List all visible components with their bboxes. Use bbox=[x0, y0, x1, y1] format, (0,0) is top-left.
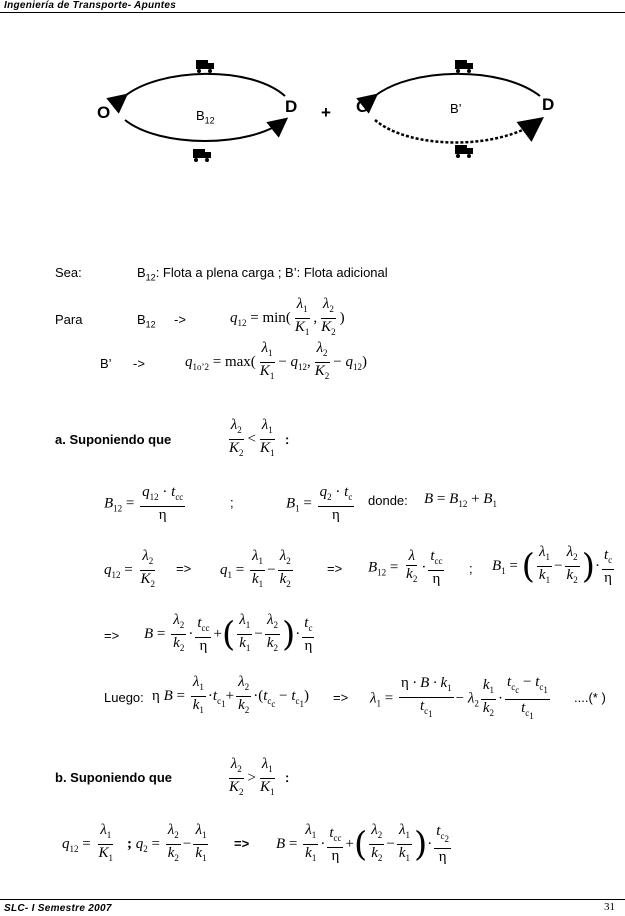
bprime-label: B’ bbox=[100, 356, 112, 371]
implies-5: => bbox=[234, 836, 250, 851]
origin-label-1: O bbox=[97, 103, 111, 122]
truck-icon bbox=[196, 60, 214, 73]
equation-ref: ....(* ) bbox=[574, 690, 606, 705]
origin-label-2: O bbox=[356, 97, 370, 116]
bprime-arrow: -> bbox=[133, 356, 145, 371]
footer-rule bbox=[0, 899, 625, 900]
equation-eta-b: η B = $\frac{\lambda_1}{k_1}$ $\cdot t_{c_1}+$ $\frac{\lambda_2}{k_2}$ $\cdot(t_{c_c} - t_{c_1})$ bbox=[152, 674, 310, 715]
condition-a: $\frac{\lambda_2}{K_2}$ < $\frac{\lambda_1}{K_1}$ bbox=[229, 417, 275, 458]
luego-label: Luego: bbox=[104, 690, 144, 705]
upper-arrow-b12 bbox=[125, 74, 285, 96]
equation-b-final: B = $\frac{\lambda_1}{k_1}$ · $\frac{t_{cc}}{\eta}$ +( $\frac{\lambda_2}{k_2}$ − $\frac{\lambda_1}{k_1}$ )· $\frac{t_{c_2}}{\eta}$ bbox=[276, 822, 449, 865]
semicolon-1: ; bbox=[230, 495, 234, 510]
section-b-colon: : bbox=[285, 770, 290, 785]
equation-b12: $B_{12}$ = $\frac{q_{12} \cdot t_{cc}}{\eta}$ bbox=[104, 484, 184, 523]
flow-diagram bbox=[0, 50, 625, 170]
para-b12: $B_{12}$ bbox=[137, 312, 156, 330]
footer-text: SLC- I Semestre 2007 bbox=[4, 903, 112, 914]
truck-icon bbox=[193, 149, 211, 162]
equation-b12-expanded: $B_{12}$ = $\frac{\lambda}{k_2}$ · $\frac{t_{cc}}{\eta}$ bbox=[368, 548, 443, 587]
equation-q1o2-max: $q_{1o’2} = \max$( $\frac{\lambda_1}{K_1}$ − $q_{12}$, $\frac{\lambda_2}{K_2}$ − $q_{12}$) bbox=[185, 340, 368, 381]
header-title: Ingeniería de Transporte- Apuntes bbox=[4, 0, 177, 11]
equation-q12: $q_{12}$ = $\frac{\lambda_2}{K_2}$ bbox=[104, 548, 155, 589]
equation-q1: $q_1$ = $\frac{\lambda_1}{k_1}$ − $\frac{\lambda_2}{k_2}$ bbox=[220, 548, 291, 589]
truck-icon bbox=[455, 60, 473, 73]
section-b-label: b. Suponiendo que bbox=[55, 770, 172, 785]
truck-icon bbox=[455, 145, 473, 158]
plus-sign: + bbox=[321, 103, 331, 122]
section-a-colon: : bbox=[285, 432, 290, 447]
equation-b-total: B = $\frac{\lambda_2}{k_2}$ · $\frac{t_{cc}}{\eta}$ +( $\frac{\lambda_1}{k_1}$ − $\frac{\lambda_2}{k_2}$ )· $\frac{t_c}{\eta}$ bbox=[144, 612, 313, 655]
fleet-label-1: $B_{12}$ bbox=[196, 108, 215, 126]
upper-arrow-bprime bbox=[375, 74, 540, 96]
condition-b: $\frac{\lambda_2}{K_2}$ > $\frac{\lambda_1}{K_1}$ bbox=[229, 756, 275, 797]
equation-q12-min: $q_{12} = \min$( $\frac{\lambda_1}{K_1}$ , $\frac{\lambda_2}{K_2}$ ) bbox=[230, 296, 345, 337]
equation-b1: $B_1$ = $\frac{q_2 \cdot t_c}{\eta}$ bbox=[286, 484, 353, 523]
para-label: Para bbox=[55, 312, 83, 327]
implies-4: => bbox=[333, 690, 349, 705]
page-number: 31 bbox=[604, 901, 615, 913]
destination-label-2: D bbox=[542, 95, 555, 114]
sea-label: Sea: bbox=[55, 265, 82, 280]
equation-b1-expanded: $B_1$ = ( $\frac{\lambda_1}{k_1}$ − $\frac{\lambda_2}{k_2}$ )· $\frac{t_c}{\eta}$ bbox=[492, 544, 613, 587]
donde-label: donde: bbox=[368, 493, 408, 508]
fleet-label-2: B’ bbox=[450, 101, 462, 116]
destination-label-1: D bbox=[285, 97, 298, 116]
implies-1: => bbox=[176, 561, 192, 576]
para-arrow: -> bbox=[174, 312, 186, 327]
implies-2: => bbox=[327, 561, 343, 576]
lower-arrow-bprime bbox=[375, 120, 540, 143]
equation-lambda1: $\lambda_1$ = $\frac{\eta \cdot B \cdot k_1}{t_{c_1}}$ − $\lambda_2$ $\frac{k_1}{k_2}$ · $\frac{t_{c_c} - t_{c_1}}{t_{c_1}}$ bbox=[370, 674, 548, 721]
equation-q12-b: $q_{12}$ = $\frac{\lambda_1}{K_1}$ bbox=[62, 822, 113, 863]
equation-q2-b: ; $q_2$ = $\frac{\lambda_2}{k_2}$ − $\frac{\lambda_1}{k_1}$ bbox=[127, 822, 207, 863]
implies-3: => bbox=[104, 628, 120, 643]
semicolon-2: ; bbox=[469, 561, 473, 576]
section-a-label: a. Suponiendo que bbox=[55, 432, 172, 447]
header-rule bbox=[0, 12, 625, 13]
sea-text: $B_{12}$: Flota a plena carga ; B’: Flota adicional bbox=[137, 265, 388, 283]
equation-b-sum: $B = B_{12} + B_1$ bbox=[424, 491, 497, 509]
